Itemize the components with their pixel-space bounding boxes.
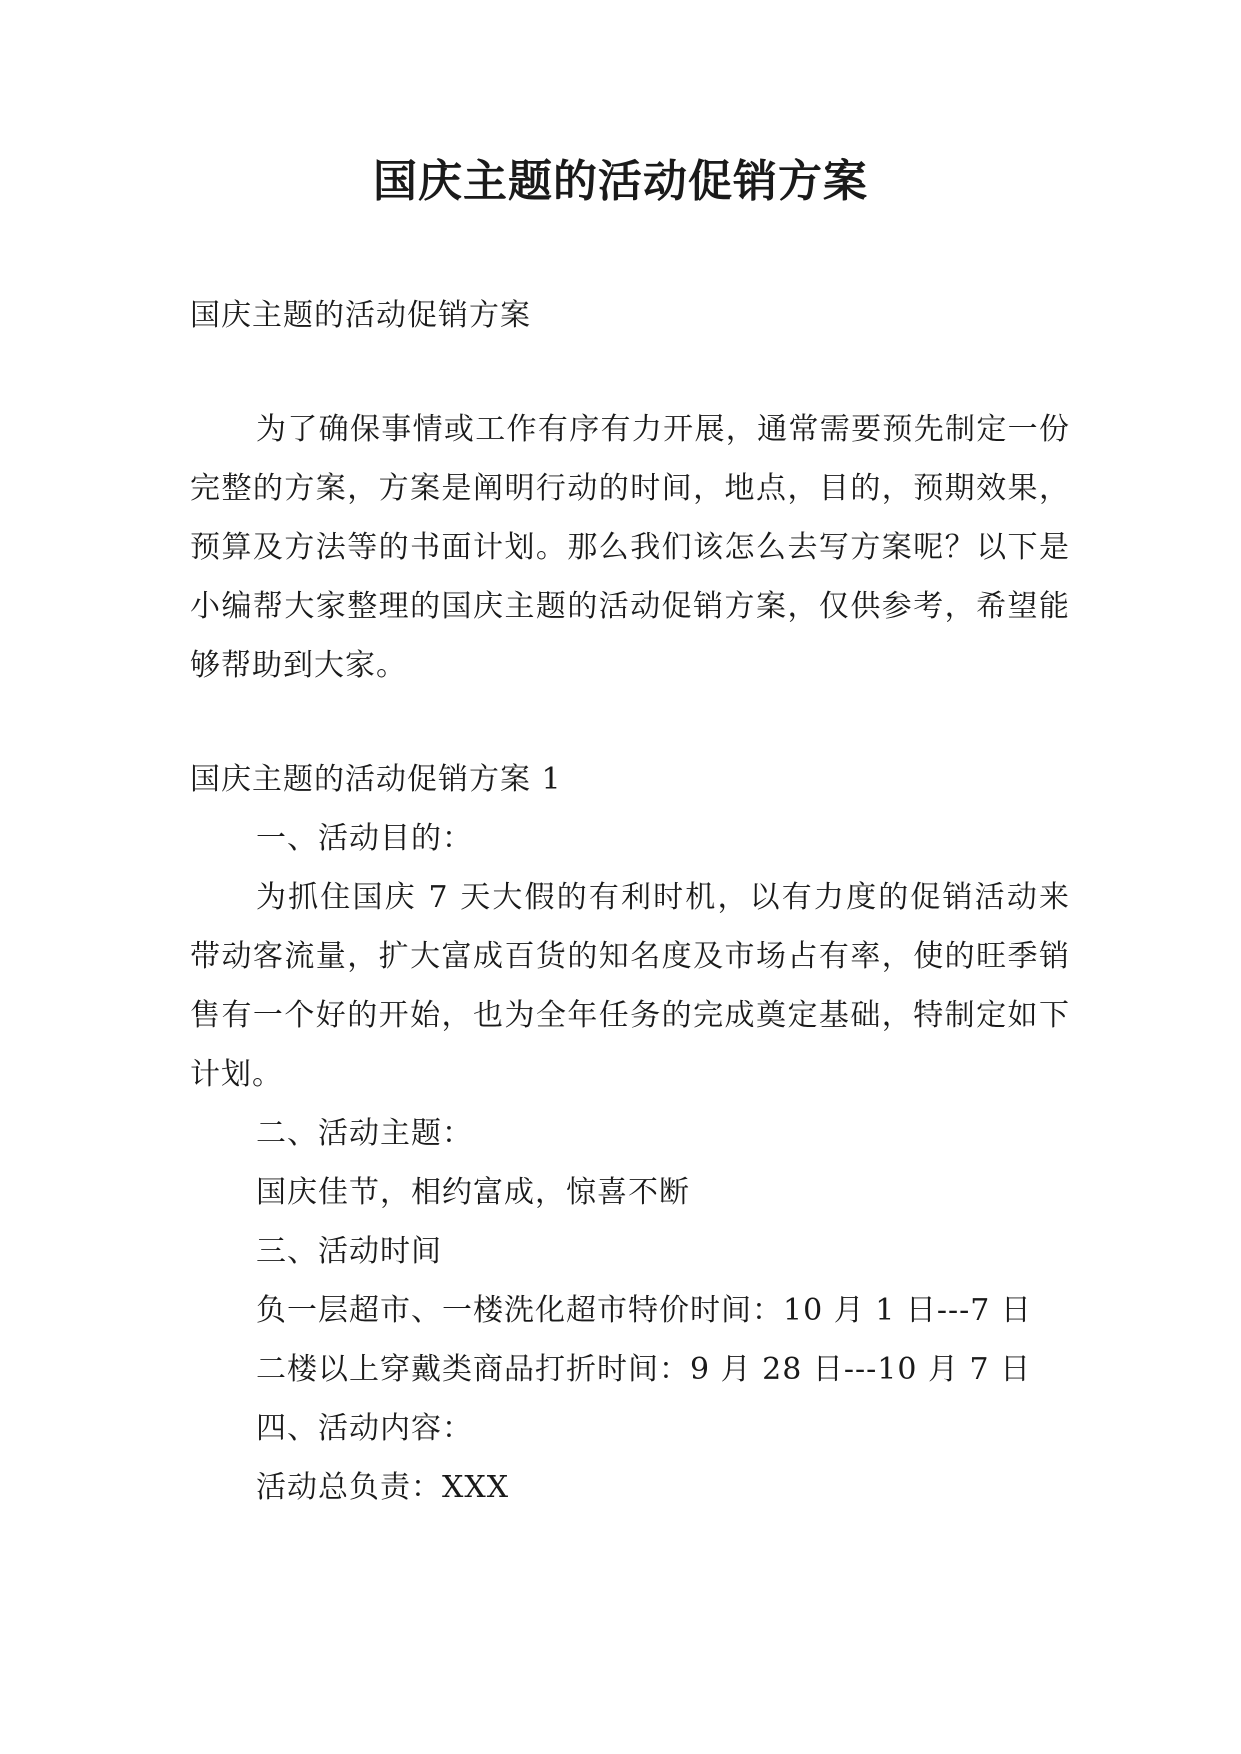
time-line-2: 二楼以上穿戴类商品打折时间：9 月 28 日---10 月 7 日 xyxy=(256,1352,1032,1387)
time-line-1: 负一层超市、一楼洗化超市特价时间：10 月 1 日---7 日 xyxy=(256,1293,1032,1328)
section-heading: 国庆主题的活动促销方案 1 xyxy=(190,762,562,797)
theme-heading: 二、活动主题： xyxy=(256,1116,473,1151)
theme-text: 国庆佳节，相约富成，惊喜不断 xyxy=(256,1175,690,1210)
document-subtitle: 国庆主题的活动促销方案 xyxy=(190,298,531,333)
content-heading: 四、活动内容： xyxy=(256,1411,473,1446)
content-line-1: 活动总负责：XXX xyxy=(256,1470,510,1505)
purpose-paragraph: 为抓住国庆 7 天大假的有利时机，以有力度的促销活动来带动客流量，扩大富成百货的知名度及市场占有率，使的旺季销售有一个好的开始，也为全年任务的完成奠定基础，特制定如下计划。 xyxy=(190,880,1070,1092)
document-title: 国庆主题的活动促销方案 xyxy=(373,156,868,207)
intro-paragraph: 为了确保事情或工作有序有力开展，通常需要预先制定一份完整的方案，方案是阐明行动的时间，地点，目的，预期效果，预算及方法等的书面计划。那么我们该怎么去写方案呢？以下是小编帮大家整理的国庆主题的活动促销方案，仅供参考，希望能够帮助到大家。 xyxy=(190,412,1070,683)
time-heading: 三、活动时间 xyxy=(256,1234,442,1269)
purpose-heading: 一、活动目的： xyxy=(256,821,473,856)
section-1 xyxy=(190,750,1070,1517)
